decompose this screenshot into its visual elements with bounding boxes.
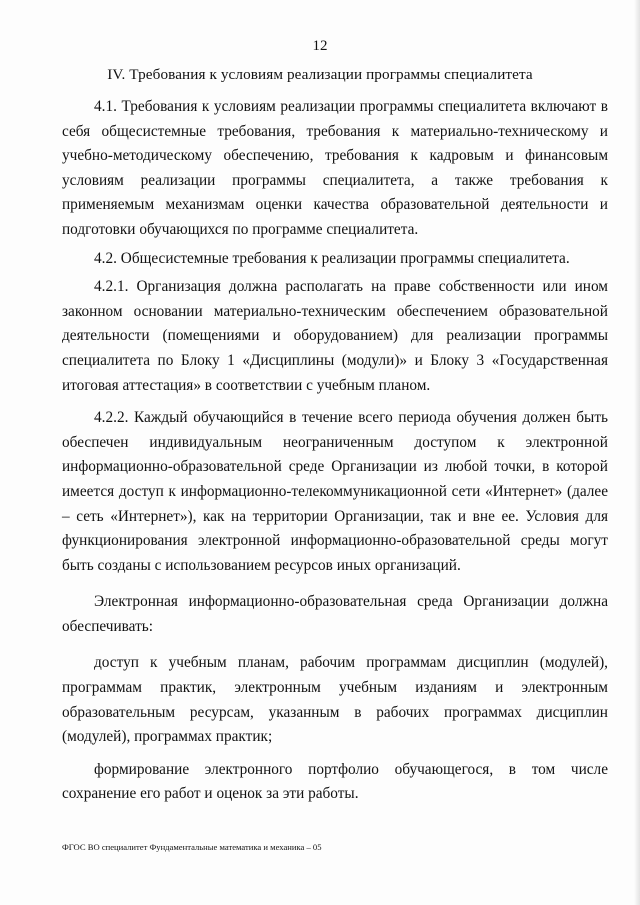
page-footer: ФГОС ВО специалитет Фундаментальные математика и механика – 05 bbox=[62, 842, 322, 852]
paragraph-4-2-1: 4.2.1. Организация должна располагать на праве собственности или ином законном основании материально-техническим обеспечением образовательной деятельности (помещениями и оборудованием) для реализации программы специалитета по Блоку 1 «Дисциплины (модули)» и Блоку 3 «Государственная итоговая аттестация» в соответствии с учебным планом. bbox=[62, 278, 608, 394]
document-body bbox=[62, 95, 608, 807]
paragraph-4-2-2: 4.2.2. Каждый обучающийся в течение всего периода обучения должен быть обеспечен индивидуальным неограниченным доступом к электронной информационно-образовательной среде Организации из любой точки, в которой имеется доступ к информационно-телекоммуникационной сети «Интернет» (далее – сеть «Интернет»), как на территории Организации, так и вне ее. Условия для функционирования электронной информационно-образовательной среды могут быть созданы с использованием ресурсов иных организаций. bbox=[62, 409, 608, 574]
section-heading: IV. Требования к условиям реализации программы специалитета bbox=[107, 66, 533, 83]
page-number: 12 bbox=[312, 38, 328, 54]
paragraph-4-2: 4.2. Общесистемные требования к реализации программы специалитета. bbox=[94, 249, 570, 267]
page-edge-shadow bbox=[634, 0, 640, 905]
paragraph-portfolio: формирование электронного портфолио обучающегося, в том числе сохранение его работ и оценок за эти работы. bbox=[62, 760, 608, 803]
paragraph-access: доступ к учебным планам, рабочим программам дисциплин (модулей), программам практик, электронным учебным изданиям и электронным образовательным ресурсам, указанным в рабочих программах дисциплин (модулей), программах практик; bbox=[62, 654, 608, 746]
paragraph-4-1: 4.1. Требования к условиям реализации программы специалитета включают в себя общесистемные требования, требования к материально-техническому и учебно-методическому обеспечению, требования к кадровым и финансовым условиям реализации программы специалитета, а также требования к применяемым механизмам оценки качества образовательной деятельности и подготовки обучающихся по программе специалитета. bbox=[62, 98, 608, 238]
paragraph-eios-intro: Электронная информационно-образовательная среда Организации должна обеспечивать: bbox=[62, 593, 608, 635]
